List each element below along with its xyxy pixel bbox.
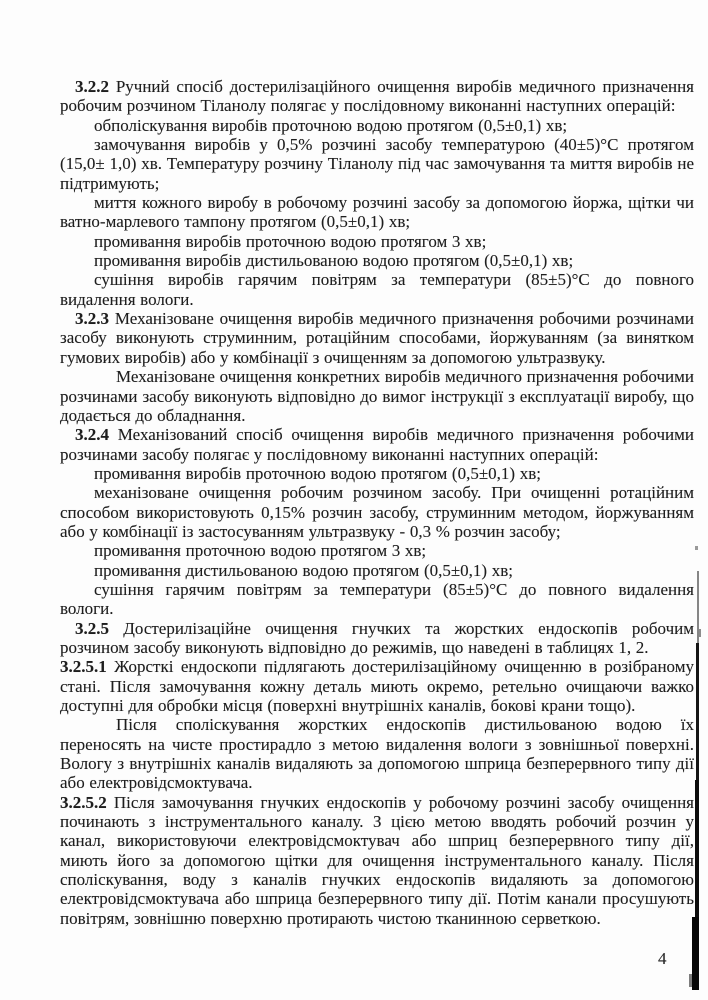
paragraph-text: Після споліскування жорстких ендоскопів дистильованою водою їх переносять на чисте простирадло з метою видалення вологи з зовнішньої поверхні. Вологу з внутрішніх каналів видаляють за допомогою шприца безперервного типу дії або електровідсмоктувача. [60,715,694,793]
scan-artifact-dot [695,546,698,550]
section-number: 3.2.5.1 [60,657,107,677]
paragraph-text: обполіскування виробів проточною водою протягом (0,5±0,1) хв; [94,115,568,135]
paragraph-text: промивання дистильованою водою протягом (0,5±0,1) хв; [94,560,513,580]
section-paragraph-3.2.5.2 [60,793,694,928]
procedure-step [60,251,694,270]
paragraph-text: Механізоване очищення конкретних виробів медичного призначення робочими розчинами засобу виконують відповідно до вимог інструкції з експлуатації виробу, що додається до обладнання. [60,367,694,425]
paragraph-text: сушіння виробів гарячим повітрям за температури (85±5)°С до повного видалення вологи. [60,270,694,309]
paragraph-text: Механізоване очищення виробів медичного призначення робочими розчинами засобу виконують струминним, ротаційним способами, йоржуванням (за винятком гумових виробів) або у комбінації з очищенням за допомогою ультразвуку. [60,309,695,367]
paragraph-text: Достерилізаційне очищення гнучких та жорстких ендоскопів робочим розчином засобу виконують відповідно до режимів, що наведені в таблицях 1, 2. [60,618,694,657]
procedure-step [60,232,694,251]
scan-artifact-notch [689,974,692,987]
paragraph-text: промивання виробів дистильованою водою протягом (0,5±0,1) хв; [94,251,574,271]
scan-artifact-tick [699,629,701,637]
paragraph-text: Жорсткі ендоскопи підлягають достерилізаційному очищенню в розібраному стані. Після замочування кожну деталь миють окремо, ретельно очищаючи важко доступні для обробки місця (поверхні внутрішніх каналів, бокові крани тощо). [60,657,694,715]
section-number: 3.2.5 [75,618,109,638]
section-paragraph-3.2.3 [60,309,694,367]
procedure-step [60,561,694,580]
section-paragraph-3.2.5.1 [60,657,694,715]
paragraph-text: промивання виробів проточною водою протягом 3 хв; [94,231,487,251]
procedure-step [60,483,694,541]
document-body [60,77,694,928]
paragraph-text: Механізований спосіб очищення виробів медичного призначення робочими розчинами засобу полягає у послідовному виконанні наступних операцій: [60,425,694,464]
section-number: 3.2.4 [75,425,109,445]
scan-artifact-thin-line [696,643,699,780]
section-paragraph-3.2.4 [60,425,694,464]
paragraph-text: миття кожного виробу в робочому розчині засобу за допомогою йоржа, щітки чи ватно-марлевого тампону протягом (0,5±0,1) хв; [60,193,694,232]
procedure-step [60,464,694,483]
procedure-step [60,580,694,619]
procedure-step [60,270,694,309]
section-paragraph-3.2.2 [60,77,694,116]
paragraph-text: механізоване очищення робочим розчином засобу. При очищенні ротаційним способом використовують 0,15% розчин засобу, струминним методом, йоржуванням або у комбінації із застосуванням ультразвуку - 0,3 % розчин засобу; [60,483,694,541]
section-paragraph-3.2.5 [60,619,694,658]
section-number: 3.2.2 [75,77,109,96]
procedure-step [60,135,694,193]
procedure-step [60,116,694,135]
paragraph-text: промивання виробів проточною водою протягом (0,5±0,1) хв; [94,463,541,483]
paragraph [60,715,694,792]
scan-artifact-mid-line [695,780,699,917]
scan-artifact-black-bar [692,917,699,990]
paragraph-text: промивання проточною водою протягом 3 хв; [94,541,427,561]
procedure-step [60,193,694,232]
page-number: 4 [658,949,667,968]
paragraph-text: сушіння гарячим повітрям за температури (85±5)°С до повного видалення вологи. [60,579,694,619]
section-number: 3.2.5.2 [60,792,107,812]
paragraph-text: Ручний спосіб достерилізаційного очищення виробів медичного призначення робочим розчином Тіланолу полягає у послідовному виконанні наступних операцій: [60,77,695,116]
procedure-step [60,541,694,560]
paragraph [60,367,694,425]
section-number: 3.2.3 [75,309,109,329]
paragraph-text: замочування виробів у 0,5% розчині засобу температурою (40±5)°С протягом (15,0± 1,0) хв. Температуру розчину Тіланолу під час замочування та миття виробів не підтримують; [60,135,694,193]
paragraph-text: Після замочування гнучких ендоскопів у робочому розчині засобу очищення починають з інструментального каналу. З цією метою вводять робочий розчин у канал, використовуючи електровідсмоктувач або шприц безперервного типу дії, миють його за допомогою щітки для очищення інструментального каналу. Після споліскування, воду з каналів гнучких ендоскопів видаляють за допомогою електровідсмоктувача або шприца безперервного типу дії. Потім канали просушують повітрям, зовнішню поверхню протирають чистою тканинною серветкою. [60,792,694,928]
